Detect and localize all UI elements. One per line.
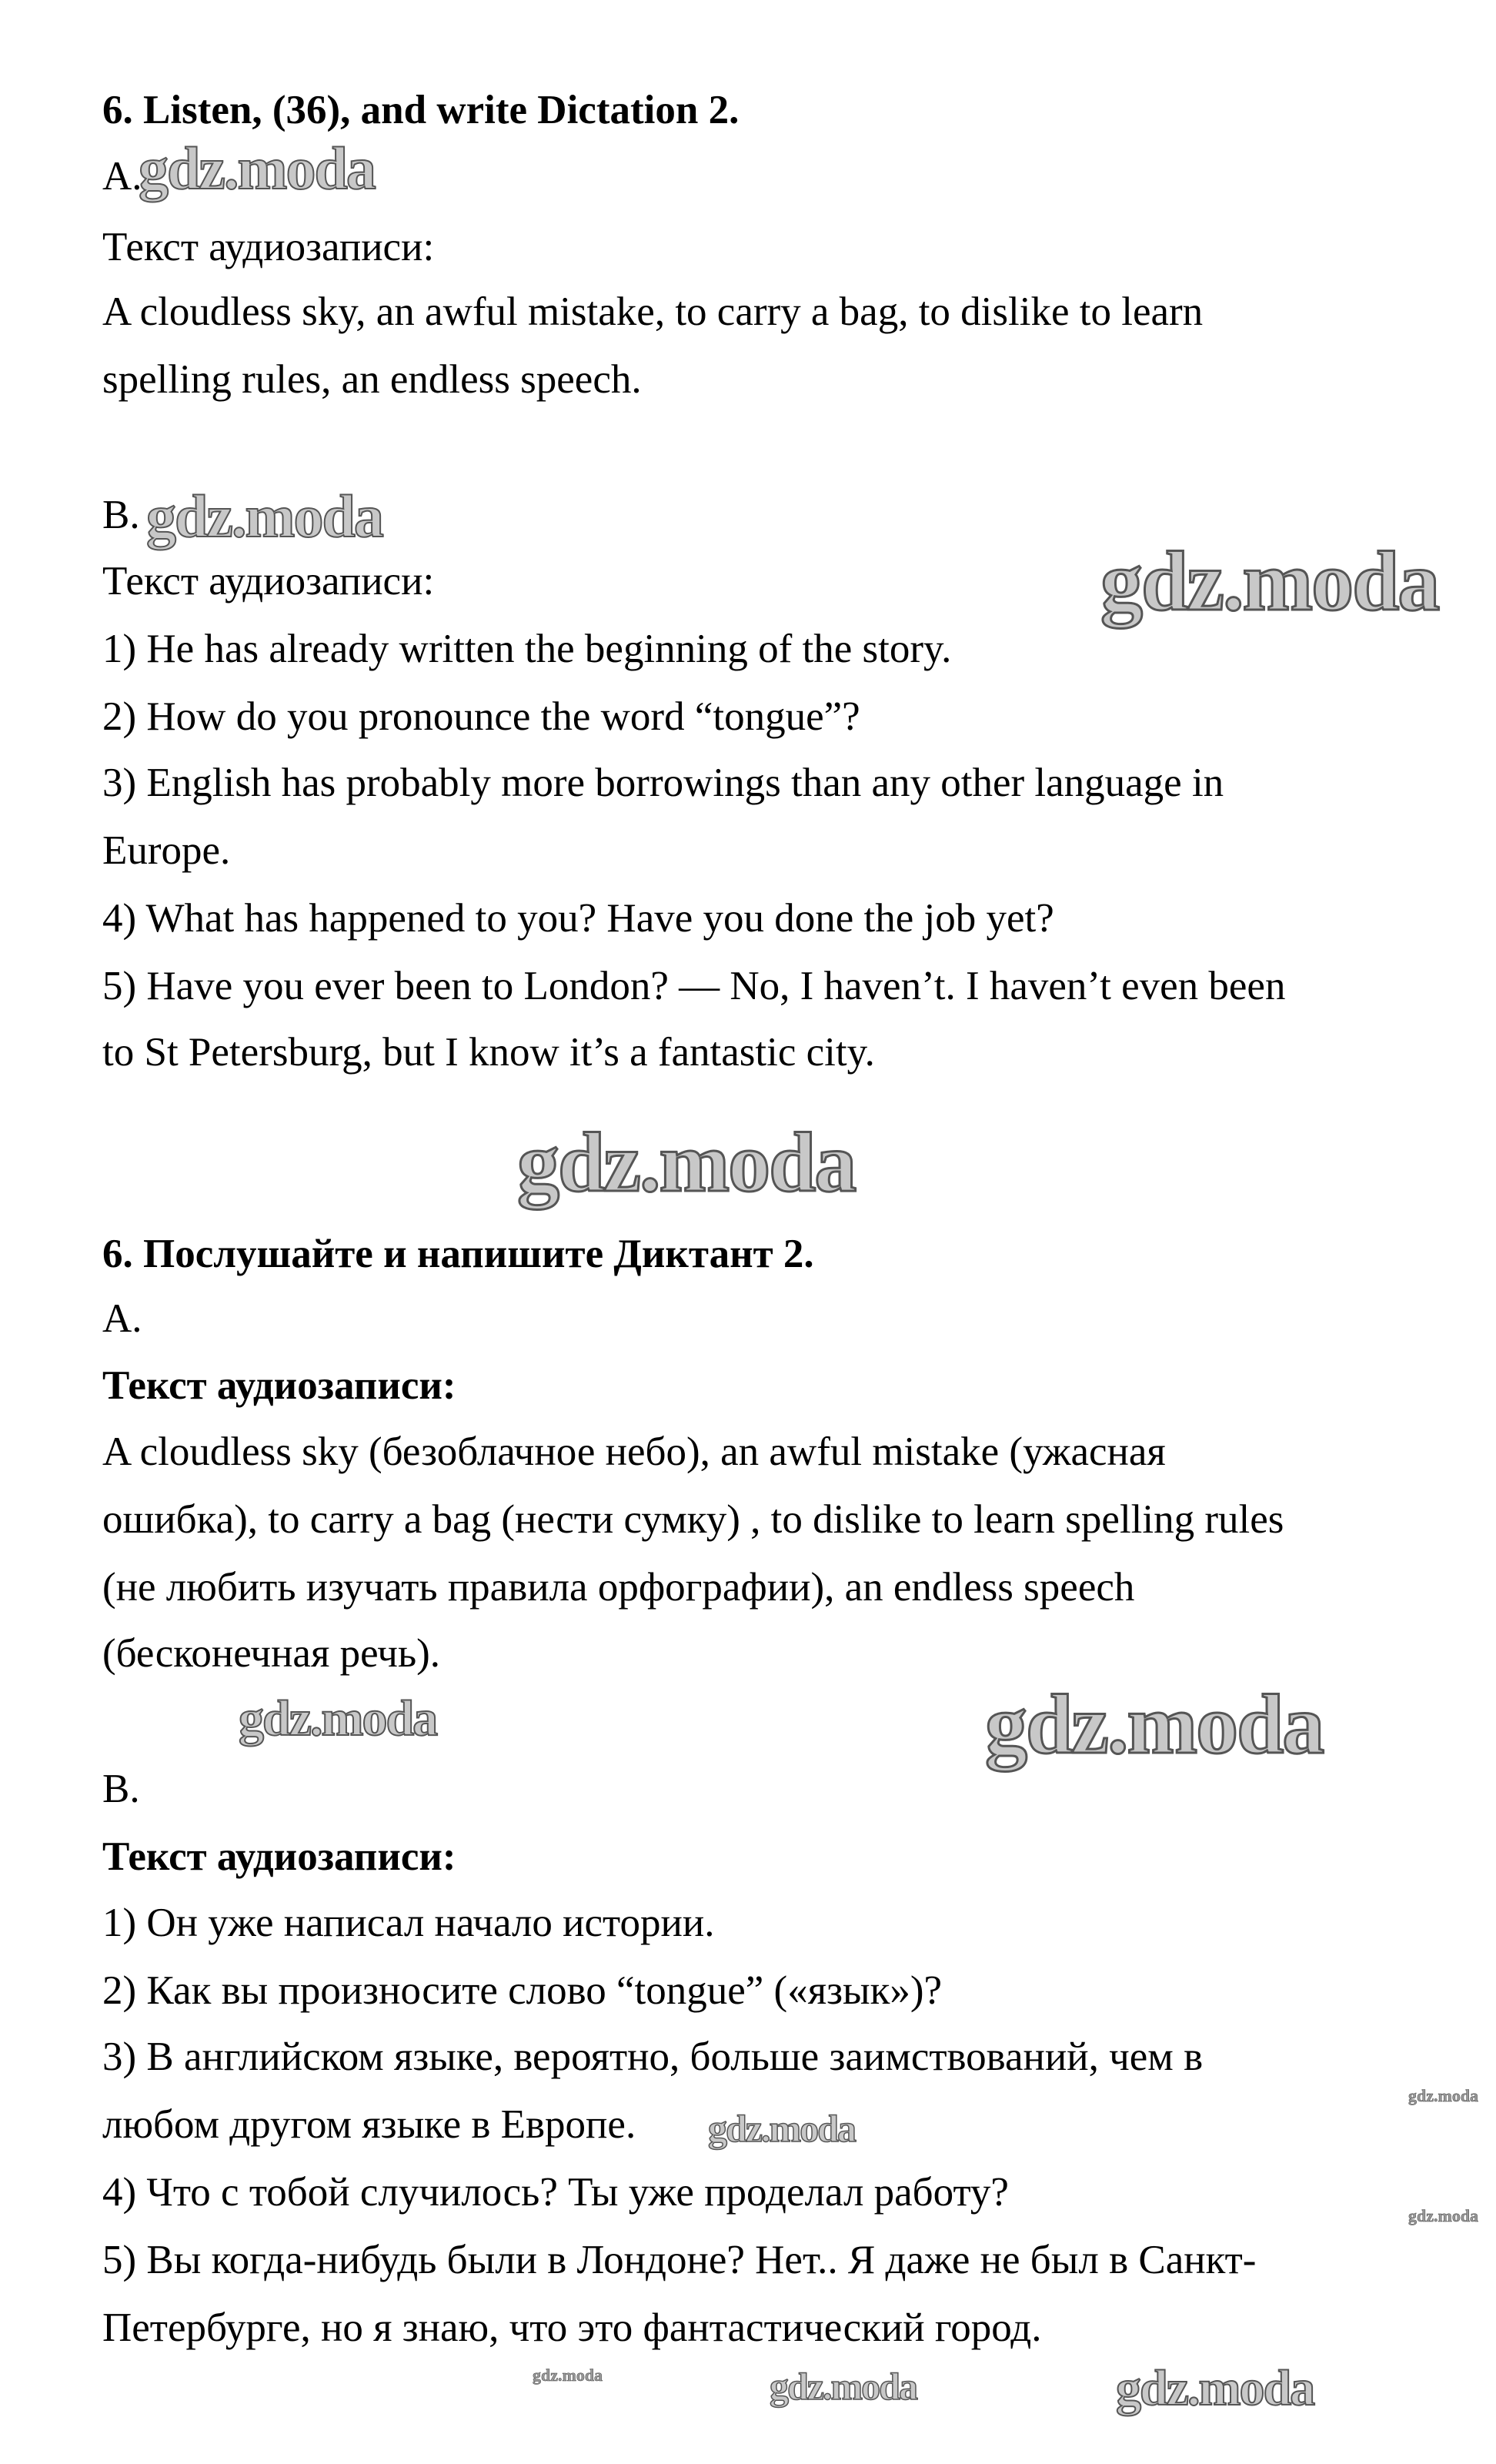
part-b-label: B. — [102, 493, 140, 537]
text-line: A cloudless sky, an awful mistake, to carry a bag, to dislike to learn — [102, 289, 1204, 334]
text-line: 2) How do you pronounce the word “tongue”? — [102, 694, 860, 739]
text-line: 3) В английском языке, вероятно, больше заимствований, чем в — [102, 2034, 1204, 2079]
exercise-title: 6. Listen, (36), and write Dictation 2. — [102, 88, 740, 132]
watermark: gdz.moda — [517, 1115, 856, 1209]
part-a-label: A. — [102, 1296, 142, 1341]
watermark: gdz.moda — [985, 1677, 1324, 1771]
text-line: ошибка), to carry a bag (нести сумку) , to dislike to learn spelling rules — [102, 1497, 1284, 1542]
part-a-heading: Текст аудиозаписи: — [102, 1363, 456, 1408]
text-line: (бесконечная речь). — [102, 1631, 441, 1676]
text-line: 5) Вы когда-нибудь были в Лондоне? Нет.. Я даже не был в Санкт- — [102, 2238, 1257, 2282]
watermark: gdz.moda — [770, 2365, 917, 2408]
text-line: 3) English has probably more borrowings than any other language in — [102, 761, 1224, 805]
watermark: gdz.moda — [1116, 2360, 1314, 2416]
text-line: to St Petersburg, but I know it’s a fantastic city. — [102, 1030, 875, 1075]
watermark: gdz.moda — [708, 2107, 855, 2150]
text-line: 4) What has happened to you? Have you done the job yet? — [102, 896, 1054, 941]
text-line: 5) Have you ever been to London? — No, I haven’t. I haven’t even been — [102, 964, 1286, 1008]
part-b-heading: Текст аудиозаписи: — [102, 559, 435, 603]
text-line: spelling rules, an endless speech. — [102, 357, 642, 402]
watermark: gdz.moda — [139, 135, 375, 202]
part-a-heading: Текст аудиозаписи: — [102, 225, 435, 269]
text-line: 2) Как вы произносите слово “tongue” («язык»)? — [102, 1968, 943, 2013]
text-line: A cloudless sky (безоблачное небо), an awful mistake (ужасная — [102, 1429, 1166, 1474]
part-a-label: A. — [102, 154, 142, 199]
watermark: gdz.moda — [146, 483, 382, 550]
part-b-heading: Текст аудиозаписи: — [102, 1834, 456, 1879]
text-line: любом другом языке в Европе. — [102, 2102, 636, 2147]
exercise-title-ru: 6. Послушайте и напишите Диктант 2. — [102, 1232, 814, 1276]
part-b-label: B. — [102, 1767, 140, 1811]
watermark: gdz.moda — [1100, 534, 1439, 628]
watermark: gdz.moda — [533, 2365, 603, 2385]
watermark: gdz.moda — [1408, 2086, 1479, 2105]
text-line: Europe. — [102, 828, 231, 873]
text-line: 1) Он уже написал начало истории. — [102, 1901, 715, 1945]
text-line: 1) He has already written the beginning of the story. — [102, 627, 952, 671]
watermark: gdz.moda — [239, 1690, 437, 1747]
text-line: 4) Что с тобой случилось? Ты уже проделал работу? — [102, 2170, 1009, 2215]
text-line: (не любить изучать правила орфографии), an endless speech — [102, 1565, 1135, 1610]
text-line: Петербурге, но я знаю, что это фантастический город. — [102, 2305, 1042, 2350]
watermark: gdz.moda — [1408, 2206, 1479, 2225]
